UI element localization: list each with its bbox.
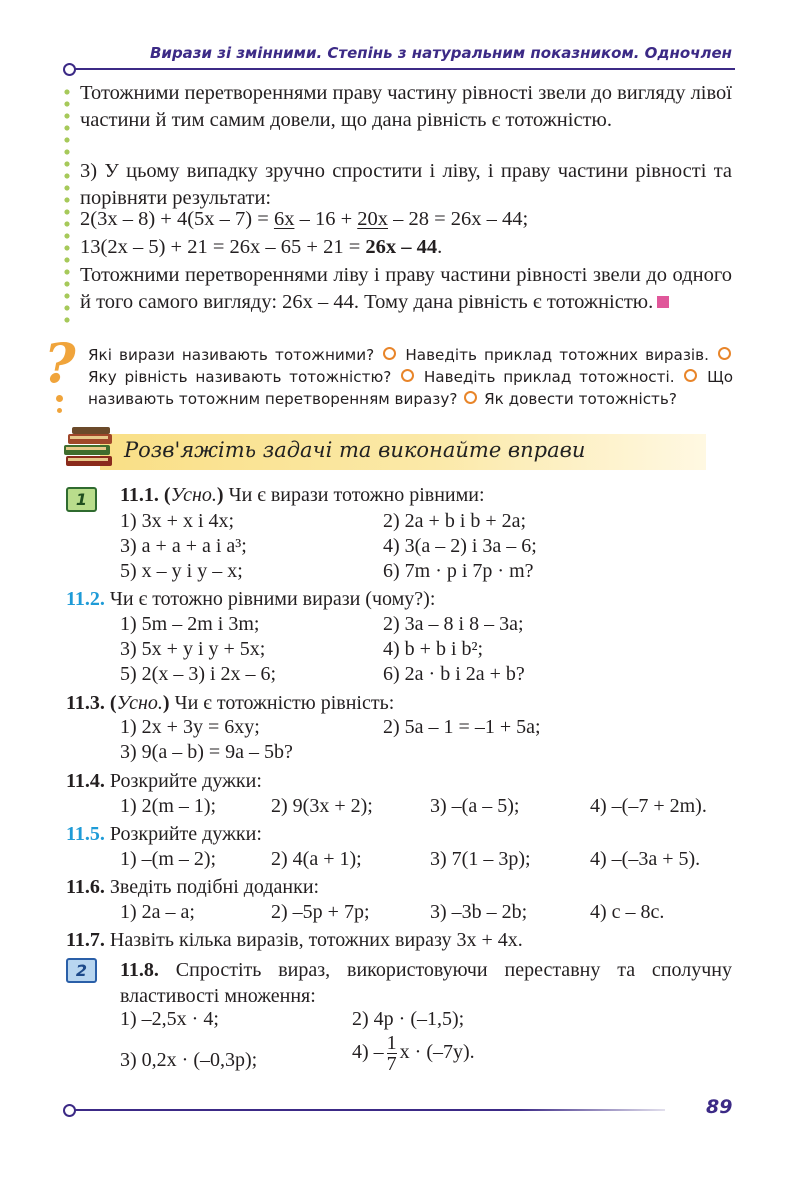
exercise-11-1-item: 1) 3x + x і 4x; [120,510,235,532]
exercise-11-2-item: 3) 5x + y і y + 5x; [120,638,266,660]
exercise-11-5-item: 3) 7(1 – 3p); [430,848,531,870]
review-questions: Які вирази називають тотожними? Наведіть приклад тотожних виразів. Яку рівність називають тотожністю? Наведіть приклад тотожності. Що називають тотожним перетворенням виразу? Як довести тотожність? [88,346,734,408]
question-mark-icon: ? [44,331,76,395]
exercise-11-4-item: 4) –(–7 + 2m). [590,795,707,817]
exercise-11-4-item: 1) 2(m – 1); [120,795,217,817]
exercise-11-6-item: 4) c – 8c. [590,901,665,923]
exercise-11-7: 11.7. Назвіть кілька виразів, тотожних виразу 3x + 4x. [66,929,523,951]
exercise-11-8-item: 3) 0,2x · (–0,3p); [120,1049,258,1071]
exercise-11-6-item: 2) –5p + 7p; [271,901,370,923]
exercise-11-1-item: 3) a + a + a і a³; [120,535,247,557]
books-icon [62,426,118,470]
exercise-11-3-item: 1) 2x + 3y = 6xy; [120,716,260,738]
exercise-11-3-heading: 11.3. (Усно.) Чи є тотожністю рівність: [66,692,395,714]
exercise-11-8-item-fraction: 4) – $\frac{1}{7}$ x · (–7y). [352,1032,475,1075]
exercise-11-8-item: 2) 4p · (–1,5); [352,1008,465,1030]
intro-paragraph-3: Тотожними перетвореннями ліву і праву частини рівності звели до одного й того самого вигляду: 26x – 44. Тому дана рівність є тотожністю. [80,264,732,313]
equation-2: 13(2x – 5) + 21 = 26x – 65 + 21 = 26x – 44. [80,236,443,258]
exercise-11-1-item: 6) 7m · p і 7p · m? [383,560,534,582]
level-2-badge: 2 [66,958,97,983]
exercise-11-6-item: 3) –3b – 2b; [430,901,528,923]
exercise-11-2-item: 5) 2(x – 3) і 2x – 6; [120,663,277,685]
exercise-11-4-heading: 11.4. Розкрийте дужки: [66,770,262,792]
exercise-11-5-item: 2) 4(a + 1); [271,848,362,870]
exercise-11-2-item: 2) 3a – 8 і 8 – 3a; [383,613,524,635]
circle-bullet-icon [464,391,477,404]
question-dot-2 [57,408,62,413]
circle-bullet-icon [718,347,731,360]
page-number: 89 [706,1096,733,1118]
footer-rule [75,1109,665,1111]
banner-title: Розв'яжіть задачі та виконайте вправи [124,438,586,462]
exercise-11-6-item: 1) 2a – a; [120,901,195,923]
level-1-badge: 1 [66,487,97,512]
exercise-11-8-item: 1) –2,5x · 4; [120,1008,219,1030]
exercise-11-3-item: 2) 5a – 1 = –1 + 5a; [383,716,541,738]
end-of-proof-square-icon [657,296,669,308]
exercise-11-4-item: 2) 9(3x + 2); [271,795,373,817]
header-rule [75,68,735,70]
exercise-11-8-heading: 11.8. Спростіть вираз, використовуючи переставну та сполучну властивості множення: [120,959,732,1007]
exercise-11-2-item: 1) 5m – 2m і 3m; [120,613,260,635]
equation-1: 2(3x – 8) + 4(5x – 7) = 6x – 16 + 20x – 28 = 26x – 44; [80,208,529,230]
exercise-11-5-item: 4) –(–3a + 5). [590,848,701,870]
exercise-11-1-heading: 11.1. (Усно.) Чи є вирази тотожно рівними: [120,484,485,506]
exercise-11-5-heading: 11.5. Розкрийте дужки: [66,823,262,845]
exercise-11-2-heading: 11.2. Чи є тотожно рівними вирази (чому?): [66,588,436,610]
circle-bullet-icon [684,369,697,382]
exercise-11-5-item: 1) –(m – 2); [120,848,217,870]
running-header: Вирази зі змінними. Степінь з натуральним показником. Одночлен [150,44,732,62]
exercise-11-4-item: 3) –(a – 5); [430,795,520,817]
intro-paragraph-1: Тотожними перетвореннями праву частину рівності звели до вигляду лівої частини й тим самим довели, що дана рівність є тотожністю. [80,82,732,131]
exercise-11-1-item: 4) 3(a – 2) і 3a – 6; [383,535,537,557]
exercise-11-3-item: 3) 9(a – b) = 9a – 5b? [120,741,293,763]
exercise-11-1-item: 2) 2a + b і b + 2a; [383,510,527,532]
green-dots-marker [63,86,71,326]
question-dot-1 [56,395,63,402]
exercise-11-2-item: 4) b + b і b²; [383,638,484,660]
exercise-11-6-heading: 11.6. Зведіть подібні доданки: [66,876,320,898]
exercise-11-1-item: 5) x – y і y – x; [120,560,243,582]
intro-paragraph-2: 3) У цьому випадку зручно спростити і ліву, і праву частини рівності та порівняти результати: [80,160,732,209]
circle-bullet-icon [401,369,414,382]
circle-bullet-icon [383,347,396,360]
exercise-11-2-item: 6) 2a · b і 2a + b? [383,663,525,685]
